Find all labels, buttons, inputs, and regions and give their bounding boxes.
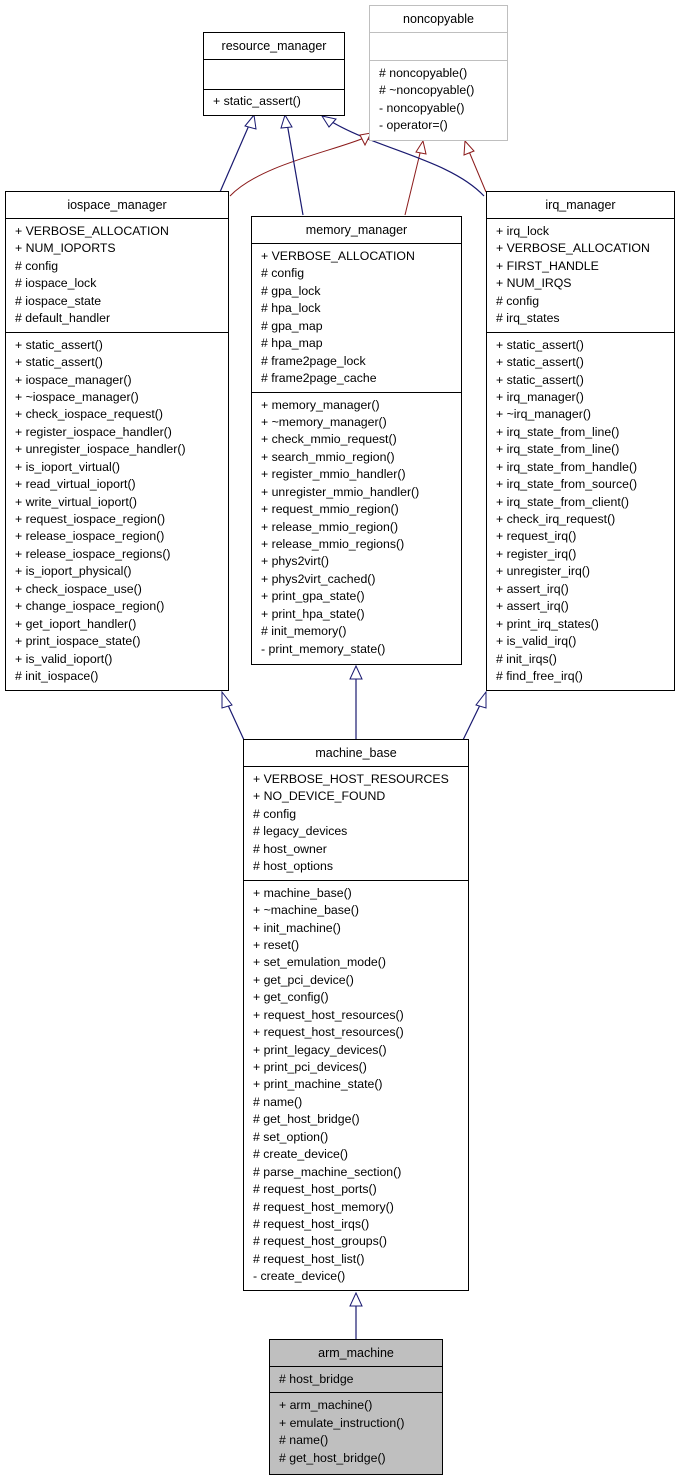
method: + get_pci_device()	[253, 972, 354, 987]
method: # parse_machine_section()	[253, 1164, 402, 1179]
method: # request_host_irqs()	[253, 1216, 370, 1231]
method: + memory_manager()	[261, 397, 380, 412]
method: + release_iospace_regions()	[15, 546, 171, 561]
method: + check_iospace_request()	[15, 407, 163, 422]
methods-section	[252, 392, 461, 663]
method: + ~iospace_manager()	[15, 389, 139, 404]
method: + get_config()	[253, 990, 329, 1005]
attribute: + VERBOSE_ALLOCATION	[15, 224, 169, 238]
arrowhead-noncopyable-mid	[416, 141, 426, 154]
method: + irq_state_from_line()	[496, 442, 620, 457]
attribute: # config	[253, 806, 297, 821]
methods-section	[6, 332, 228, 690]
method: + irq_manager()	[496, 389, 584, 404]
class-memory-manager[interactable]	[251, 216, 462, 665]
method: # request_host_memory()	[253, 1199, 394, 1214]
method: # create_device()	[253, 1147, 349, 1162]
methods-section	[204, 89, 344, 114]
method: + print_machine_state()	[253, 1077, 383, 1092]
method: + iospace_manager()	[15, 372, 132, 387]
method: # request_host_ports()	[253, 1182, 377, 1197]
method: + request_host_resources()	[253, 1025, 404, 1040]
method: + register_irq()	[496, 546, 577, 561]
class-noncopyable[interactable]	[369, 5, 508, 141]
method: + register_iospace_handler()	[15, 424, 172, 439]
attribute: # host_owner	[253, 841, 327, 856]
method: + print_legacy_devices()	[253, 1042, 387, 1057]
attribute: # host_options	[253, 859, 333, 874]
method: + unregister_mmio_handler()	[261, 484, 420, 499]
method: + request_mmio_region()	[261, 502, 399, 517]
method: + static_assert()	[496, 337, 584, 352]
attribute: # hpa_lock	[261, 301, 321, 316]
method: # init_memory()	[261, 624, 347, 639]
method: # request_host_list()	[253, 1251, 365, 1266]
method: + check_irq_request()	[496, 512, 616, 526]
method: - create_device()	[253, 1269, 346, 1284]
method: + register_mmio_handler()	[261, 467, 406, 482]
methods-section	[270, 1392, 442, 1471]
attributes-section	[487, 218, 674, 332]
attribute: + NUM_IRQS	[496, 276, 572, 291]
edge-memory-to-resource	[287, 123, 303, 215]
method: + is_valid_irq()	[496, 634, 577, 649]
attribute: # hpa_map	[261, 336, 323, 351]
arrowhead-noncopyable-right	[464, 141, 474, 155]
method: + request_host_resources()	[253, 1007, 404, 1022]
attribute: + NO_DEVICE_FOUND	[253, 789, 386, 804]
attribute: # host_bridge	[279, 1372, 354, 1386]
class-irq-manager[interactable]	[486, 191, 675, 691]
method: # find_free_irq()	[496, 668, 583, 683]
attribute: # default_handler	[15, 311, 111, 326]
method: + irq_state_from_handle()	[496, 459, 638, 474]
method: + unregister_irq()	[496, 564, 590, 579]
edge-iospace-to-resource	[220, 123, 250, 192]
attributes-section	[6, 218, 228, 332]
method: + init_machine()	[253, 920, 341, 935]
attributes-section	[244, 766, 468, 880]
method: - print_memory_state()	[261, 641, 386, 656]
class-name: machine_base	[315, 746, 397, 760]
arrowhead-memory	[350, 666, 362, 679]
class-name: irq_manager	[545, 198, 616, 212]
method: + release_mmio_regions()	[261, 537, 405, 551]
method: # ~noncopyable()	[379, 83, 475, 98]
arrowhead-resource-right	[322, 116, 336, 127]
method: # get_host_bridge()	[253, 1112, 360, 1127]
method: + phys2virt_cached()	[261, 571, 376, 586]
edge-machine-to-iospace	[227, 703, 244, 740]
attribute: # iospace_lock	[15, 276, 97, 291]
method: + ~machine_base()	[253, 903, 359, 918]
method: + irq_state_from_line()	[496, 424, 620, 439]
class-iospace-manager[interactable]	[5, 191, 229, 691]
method: + emulate_instruction()	[279, 1415, 405, 1430]
method: + change_iospace_region()	[15, 599, 165, 614]
method: + release_mmio_region()	[261, 519, 399, 534]
method: + assert_irq()	[496, 581, 569, 596]
method: + ~memory_manager()	[261, 414, 387, 429]
method: + machine_base()	[253, 885, 352, 900]
method: + reset()	[253, 937, 300, 952]
method: + ~irq_manager()	[496, 407, 592, 422]
method: # request_host_groups()	[253, 1234, 387, 1249]
attribute: + irq_lock	[496, 224, 549, 238]
attribute: + VERBOSE_ALLOCATION	[496, 241, 650, 256]
method: # set_option()	[253, 1129, 329, 1144]
method: + static_assert()	[15, 355, 103, 370]
attribute: + NUM_IOPORTS	[15, 241, 116, 256]
method: + static_assert()	[15, 337, 103, 352]
method: + print_irq_states()	[496, 616, 599, 631]
class-name: resource_manager	[221, 39, 327, 53]
method: + irq_state_from_source()	[496, 477, 638, 492]
method: + unregister_iospace_handler()	[15, 442, 186, 457]
method: + check_mmio_request()	[261, 432, 397, 447]
attribute: # frame2page_cache	[261, 371, 377, 386]
method: + print_iospace_state()	[15, 634, 141, 649]
method: + assert_irq()	[496, 599, 569, 614]
class-resource-manager[interactable]	[203, 32, 345, 116]
method: + request_iospace_region()	[15, 512, 166, 526]
attribute: # config	[15, 258, 59, 273]
attribute: # irq_states	[496, 311, 560, 326]
attribute: + VERBOSE_HOST_RESOURCES	[253, 772, 449, 786]
method: + set_emulation_mode()	[253, 955, 386, 970]
attribute: # config	[261, 266, 305, 281]
class-name: iospace_manager	[67, 198, 167, 212]
attribute: # legacy_devices	[253, 824, 348, 839]
methods-section	[487, 332, 674, 690]
class-name: arm_machine	[318, 1346, 394, 1360]
edge-irq-to-noncopyable	[468, 149, 486, 192]
method: + print_gpa_state()	[261, 589, 365, 604]
method: # get_host_bridge()	[279, 1450, 386, 1465]
class-name: noncopyable	[403, 12, 474, 26]
method: + irq_state_from_client()	[496, 494, 629, 509]
attribute: # gpa_lock	[261, 283, 321, 298]
method: + print_hpa_state()	[261, 606, 365, 621]
methods-section	[244, 880, 468, 1290]
attribute: # config	[496, 293, 540, 308]
method: + get_ioport_handler()	[15, 616, 137, 631]
method: + is_ioport_virtual()	[15, 459, 120, 474]
attribute: # gpa_map	[261, 318, 323, 333]
arrowhead-resource-mid	[281, 115, 292, 128]
method: + release_iospace_region()	[15, 529, 165, 544]
method: + search_mmio_region()	[261, 449, 395, 464]
method: # name()	[253, 1094, 303, 1109]
method: # noncopyable()	[379, 66, 468, 80]
method: # name()	[279, 1433, 329, 1448]
attributes-section	[252, 243, 461, 392]
attribute: + VERBOSE_ALLOCATION	[261, 249, 415, 263]
arrowhead-iospace	[222, 692, 232, 708]
class-machine-base[interactable]	[243, 739, 469, 1291]
attribute: # frame2page_lock	[261, 353, 366, 368]
method: # init_irqs()	[496, 651, 557, 666]
method: + is_valid_ioport()	[15, 651, 113, 666]
arrowhead-machine-base	[350, 1293, 362, 1306]
method: + request_irq()	[496, 529, 577, 544]
method: + print_pci_devices()	[253, 1060, 367, 1074]
method: + static_assert()	[496, 355, 584, 370]
attributes-section	[270, 1366, 442, 1392]
method: + read_virtual_ioport()	[15, 477, 136, 492]
class-name: memory_manager	[305, 223, 408, 237]
attribute: # iospace_state	[15, 293, 102, 308]
edge-iospace-to-noncopyable	[230, 138, 364, 196]
attribute: + FIRST_HANDLE	[496, 258, 599, 273]
arrowhead-irq	[476, 692, 486, 708]
edge-memory-to-noncopyable	[405, 149, 421, 215]
method: # init_iospace()	[15, 668, 99, 683]
method: + arm_machine()	[279, 1398, 373, 1413]
method: + static_assert()	[213, 94, 301, 108]
methods-section	[370, 60, 507, 139]
method: - operator=()	[379, 118, 448, 133]
attributes-section	[370, 32, 507, 60]
method: + static_assert()	[496, 372, 584, 387]
method: + is_ioport_physical()	[15, 564, 132, 579]
method: + check_iospace_use()	[15, 581, 142, 596]
class-arm-machine[interactable]	[269, 1339, 443, 1475]
attributes-section	[204, 59, 344, 89]
edge-machine-to-irq	[463, 703, 481, 740]
method: + phys2virt()	[261, 554, 329, 569]
method: + write_virtual_ioport()	[15, 494, 137, 509]
arrowhead-resource-left	[245, 115, 256, 129]
method: - noncopyable()	[379, 100, 465, 115]
